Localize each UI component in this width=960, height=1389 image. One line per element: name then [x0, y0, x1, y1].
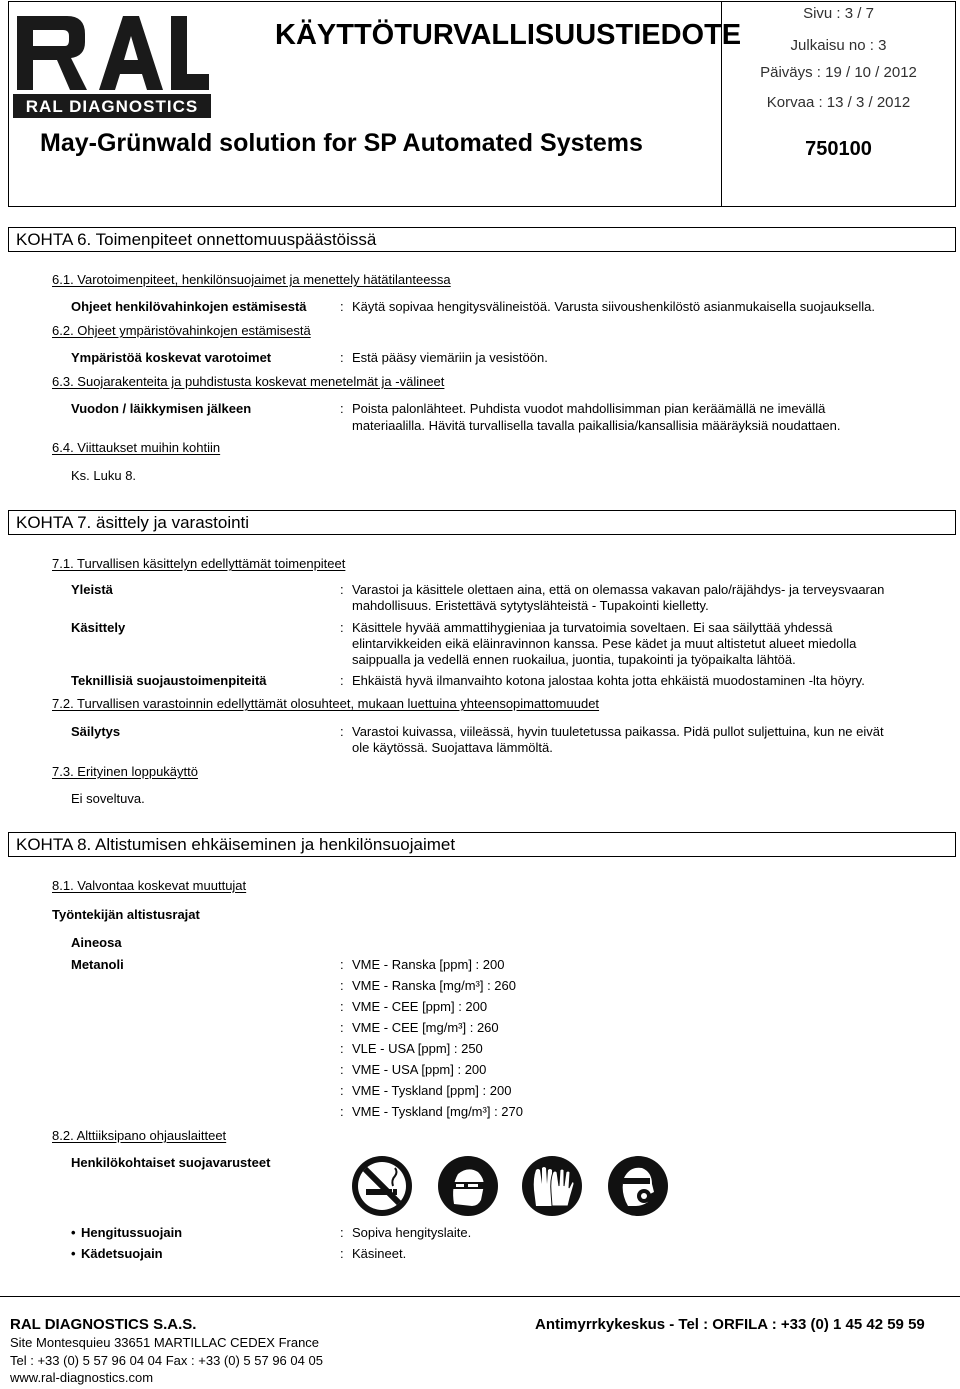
- tech-label: Teknillisiä suojaustoimenpiteitä: [71, 673, 267, 688]
- colon: :: [340, 620, 344, 635]
- s64-text: Ks. Luku 8.: [71, 468, 137, 483]
- s64-title: 6.4. Viittaukset muihin kohtiin: [52, 440, 221, 455]
- colon: :: [340, 299, 344, 314]
- ral-diagnostics-logo: [13, 12, 211, 120]
- hand-label: Kädetsuojain: [81, 1246, 163, 1261]
- colon: :: [340, 999, 344, 1014]
- limit-item: VME - USA [ppm] : 200: [352, 1062, 487, 1077]
- handling-line2: elintarvikkeiden eikä eläinravinnon kanssa. Pese kädet ja muut altistetut alueet miedolla: [352, 636, 857, 651]
- section-8-title: KOHTA 8. Altistumisen ehkäiseminen ja henkilönsuojaimet: [8, 832, 956, 857]
- colon: :: [340, 1083, 344, 1098]
- hand-value: Käsineet.: [352, 1246, 407, 1261]
- s62-title: 6.2. Ohjeet ympäristövahinkojen estämisestä: [52, 323, 311, 338]
- s62-label: Ympäristöä koskevat varotoimet: [71, 350, 272, 365]
- footer-address: Site Montesquieu 33651 MARTILLAC CEDEX France: [10, 1335, 320, 1350]
- s72-title: 7.2. Turvallisen varastoinnin edellyttämät olosuhteet, mukaan luettuina yhteensopimattomuudet: [52, 696, 600, 711]
- issue-date: Päiväys : 19 / 10 / 2012: [760, 64, 917, 81]
- colon: :: [340, 582, 344, 597]
- section-6-title: KOHTA 6. Toimenpiteet onnettomuuspäästöissä: [8, 227, 956, 252]
- s63-label: Vuodon / läikkymisen jälkeen: [71, 401, 252, 416]
- footer-divider: [0, 1296, 960, 1297]
- no-smoking-icon: [352, 1156, 412, 1216]
- eye-protection-icon: [438, 1156, 498, 1216]
- s63-title: 6.3. Suojarakenteita ja puhdistusta koskevat menetelmät ja -välineet: [52, 374, 445, 389]
- colon: :: [340, 957, 344, 972]
- colon: :: [340, 1062, 344, 1077]
- footer-phone: Tel : +33 (0) 5 57 96 04 04 Fax : +33 (0) 5 57 96 04 05: [10, 1353, 323, 1368]
- product-code: 750100: [805, 138, 872, 160]
- exposure-title: Työntekijän altistusrajat: [52, 907, 200, 922]
- s71-title: 7.1. Turvallisen käsittelyn edellyttämät toimenpiteet: [52, 556, 346, 571]
- s61-label: Ohjeet henkilövahinkojen estämisestä: [71, 299, 307, 314]
- limit-item: VME - CEE [ppm] : 200: [352, 999, 488, 1014]
- footer-poison-center: Antimyrrkykeskus - Tel : ORFILA : +33 (0) 1 45 42 59 59: [535, 1316, 925, 1333]
- bullet: •: [71, 1225, 76, 1240]
- tech-value: Ehkäistä hyvä ilmanvaihto kotona jalostaa kohta jotta ehkäistä muodostaminen -lta höyry.: [352, 673, 865, 688]
- s82-title: 8.2. Alttiiksipano ohjauslaitteet: [52, 1128, 227, 1143]
- general-label: Yleistä: [71, 582, 113, 597]
- storage-line1: Varastoi kuivassa, viileässä, hyvin tuuletetussa paikassa. Pidä pullot suljettuina, kun ne eivät: [352, 724, 884, 739]
- colon: :: [340, 1041, 344, 1056]
- colon: :: [340, 673, 344, 688]
- limit-item: VME - Tyskland [mg/m³] : 270: [352, 1104, 523, 1119]
- limit-item: VME - Tyskland [ppm] : 200: [352, 1083, 512, 1098]
- page-number: Sivu : 3 / 7: [803, 5, 874, 22]
- respiratory-value: Sopiva hengityslaite.: [352, 1225, 472, 1240]
- handling-line3: saippualla ja vedellä ennen ruokailua, juontia, tupakointi ja työpaikalta lähtöä.: [352, 652, 796, 667]
- colon: :: [340, 1020, 344, 1035]
- limit-item: VME - Ranska [ppm] : 200: [352, 957, 505, 972]
- product-name: May-Grünwald solution for SP Automated Systems: [40, 129, 643, 157]
- hand-protection-icon: [522, 1156, 582, 1216]
- general-line1: Varastoi ja käsittele olettaen aina, että on olemassa vakavan palo/räjähdys- ja terveysvaaran: [352, 582, 885, 597]
- substance-name: Metanoli: [71, 957, 124, 972]
- publication-number: Julkaisu no : 3: [790, 37, 887, 54]
- s63-value-line2: materiaalilla. Hävitä turvallisella tavalla paikallisia/kansallisia määräyksiä noudattaen.: [352, 418, 841, 433]
- ppe-title: Henkilökohtaiset suojavarusteet: [71, 1155, 271, 1170]
- handling-label: Käsittely: [71, 620, 126, 635]
- respiratory-label: Hengitussuojain: [81, 1225, 183, 1240]
- document-title: KÄYTTÖTURVALLISUUSTIEDOTE: [275, 19, 742, 51]
- s81-title: 8.1. Valvontaa koskevat muuttujat: [52, 878, 247, 893]
- replaces-date: Korvaa : 13 / 3 / 2012: [766, 94, 911, 111]
- bullet: •: [71, 1246, 76, 1261]
- colon: :: [340, 978, 344, 993]
- colon: :: [340, 401, 344, 416]
- colon: :: [340, 1104, 344, 1119]
- s61-title: 6.1. Varotoimenpiteet, henkilönsuojaimet ja menettely hätätilanteessa: [52, 272, 451, 287]
- respiratory-protection-icon: [608, 1156, 668, 1216]
- handling-line1: Käsittele hyvää ammattihygieniaa ja turvatoimia soveltaen. Ei saa säilyttää yhdessä: [352, 620, 833, 635]
- s63-value-line1: Poista palonlähteet. Puhdista vuodot mahdollisimman pian keräämällä ne imevällä: [352, 401, 826, 416]
- colon: :: [340, 350, 344, 365]
- logo-text: RAL DIAGNOSTICS: [25, 97, 199, 116]
- limit-item: VME - CEE [mg/m³] : 260: [352, 1020, 499, 1035]
- colon: :: [340, 1225, 344, 1240]
- s73-text: Ei soveltuva.: [71, 791, 145, 806]
- general-line2: mahdollisuus. Eristettävä sytytyslähteistä - Tupakointi kielletty.: [352, 598, 709, 613]
- s61-value: Käytä sopivaa hengitysvälineistöä. Varusta siivoushenkilöstö asianmukaisella suojauksella.: [352, 299, 875, 314]
- limit-item: VME - Ranska [mg/m³] : 260: [352, 978, 516, 993]
- limit-item: VLE - USA [ppm] : 250: [352, 1041, 483, 1056]
- s73-title: 7.3. Erityinen loppukäyttö: [52, 764, 198, 779]
- s62-value: Estä pääsy viemäriin ja vesistöön.: [352, 350, 548, 365]
- section-7-title: KOHTA 7. äsittely ja varastointi: [8, 510, 956, 535]
- colon: :: [340, 724, 344, 739]
- storage-line2: ole käytössä. Suojattava lämmöltä.: [352, 740, 553, 755]
- footer-company: RAL DIAGNOSTICS S.A.S.: [10, 1316, 197, 1333]
- substance-header: Aineosa: [71, 935, 122, 950]
- footer-website: www.ral-diagnostics.com: [10, 1370, 154, 1385]
- storage-label: Säilytys: [71, 724, 121, 739]
- colon: :: [340, 1246, 344, 1261]
